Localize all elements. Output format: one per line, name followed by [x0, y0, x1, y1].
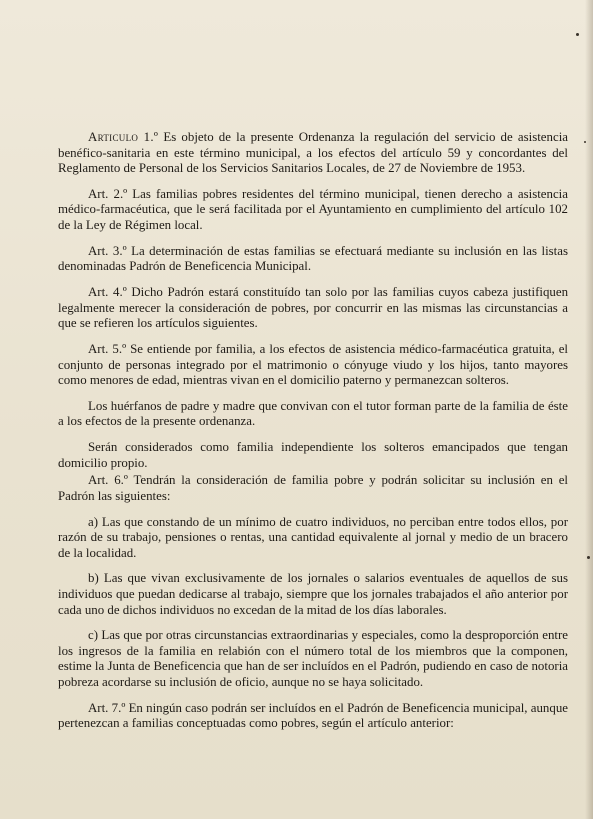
- article-lead: Art. 3.º: [88, 243, 127, 258]
- article-4: [58, 285, 568, 332]
- article-5: [58, 342, 568, 389]
- clause-body: Las que constando de un mínimo de cuatro individuos, no perciban entre todos ellos, por razón de su trabajo, pensiones o rentas, una cantidad equivalente al jornal y medio de un bracero de la localidad.: [58, 514, 568, 560]
- article-lead: Art. 5.º: [88, 341, 127, 356]
- paper-speck: [576, 33, 579, 36]
- article-1: [58, 130, 568, 177]
- article-7: [58, 701, 568, 732]
- article-6: [58, 473, 568, 504]
- article-lead: Art. 7.º: [88, 700, 126, 715]
- paragraph-body: Los huérfanos de padre y madre que convivan con el tutor forman parte de la familia de éste a los efectos de la presente ordenanza.: [58, 398, 568, 429]
- article-body: En ningún caso podrán ser incluídos en el Padrón de Beneficencia municipal, aunque pertenezcan a familias conceptuadas como pobres, según el artículo anterior:: [58, 700, 568, 731]
- article-body: Es objeto de la presente Ordenanza la regulación del servicio de asistencia benéfico-sanitaria en este término municipal, a los efectos del artículo 59 y concordantes del Reglamento de Personal de los Servicios Sanitarios Locales, de 27 de Noviembre de 1953.: [58, 130, 568, 176]
- article-lead: Art. 2.º: [88, 186, 128, 201]
- ordinance-text: [58, 130, 568, 742]
- article-lead: Articulo 1.º: [88, 130, 159, 144]
- article-body: La determinación de estas familias se efectuará mediante su inclusión en las listas denominadas Padrón de Beneficencia Municipal.: [58, 243, 568, 274]
- clause-b: [58, 571, 568, 618]
- clause-a: [58, 515, 568, 562]
- article-body: Las familias pobres residentes del término municipal, tienen derecho a asistencia médico-farmacéutica, que le será facilitada por el Ayuntamiento en cumplimiento del artículo 102 de la Ley de Régimen local.: [58, 186, 568, 233]
- article-lead: Art. 6.º: [88, 473, 128, 488]
- clause-lead: b): [88, 571, 99, 586]
- clause-c: [58, 628, 568, 690]
- article-body: Se entiende por familia, a los efectos de asistencia médico-farmacéutica gratuita, el conjunto de personas integrado por el matrimonio o cónyuge viudo y los hijos, tanto mayores como menores de edad, mientras vivan en el domicilio paterno y permanezcan solteros.: [58, 341, 569, 388]
- article-2: [58, 187, 568, 234]
- clause-body: Las que por otras circunstancias extraordinarias y especiales, como la desproporción entre los ingresos de la familia en relabión con el número total de los miembros que la componen, estime la Junta de Beneficencia que han de ser incluídos en el Padrón, pudiendo en caso de notoria pobreza acordarse su inclusión de oficio, aunque no se haya solicitado.: [58, 628, 568, 690]
- article-body: Dicho Padrón estará constituído tan solo por las familias cuyos cabeza justifiquen legalmente merecer la consideración de pobres, por concurrir en las mismas las circunstancias a que se refieren los artículos siguientes.: [58, 285, 569, 331]
- article-3: [58, 244, 568, 275]
- article-lead: Art. 4.º: [88, 285, 127, 300]
- paragraph-body: Serán considerados como familia independiente los solteros emancipados que tengan domicilio propio.: [58, 440, 568, 470]
- emancipated-paragraph: [58, 440, 568, 471]
- clause-body: Las que vivan exclusivamente de los jornales o salarios eventuales de aquellos de sus individuos que puedan dedicarse al trabajo, siempre que los jornales trabajados el año anterior por cada uno de dichos individuos no excedan de la mitad de los días laborales.: [58, 571, 568, 617]
- paper-speck: [584, 141, 586, 143]
- clause-lead: a): [88, 514, 99, 529]
- paper-speck: [587, 556, 590, 559]
- orphans-paragraph: [58, 399, 568, 430]
- clause-lead: c): [88, 628, 99, 643]
- article-body: Tendrán la consideración de familia pobre y podrán solicitar su inclusión en el Padrón las siguientes:: [58, 473, 568, 503]
- page-edge-shadow: [585, 0, 593, 819]
